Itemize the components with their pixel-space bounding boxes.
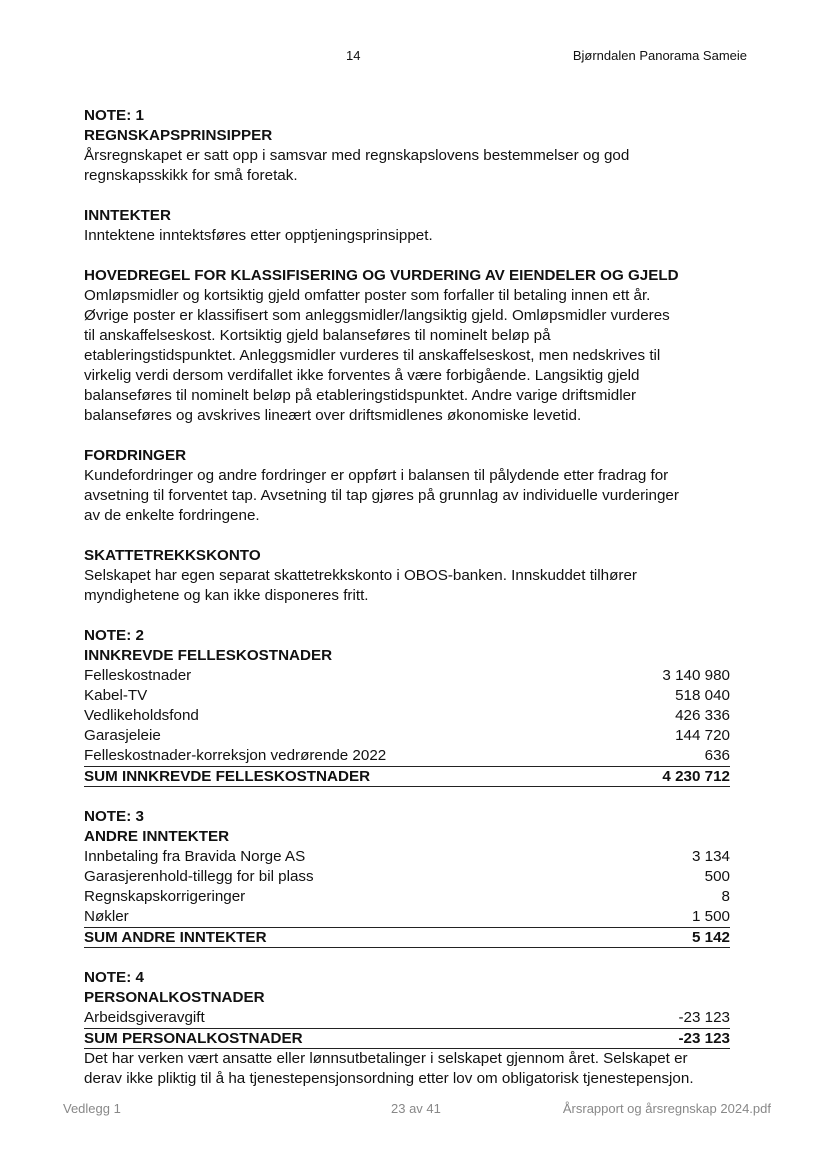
paragraph-line: regnskapsskikk for små foretak. [84, 167, 298, 184]
sum-row [84, 766, 730, 787]
note-label: NOTE: 2 [84, 627, 144, 644]
row-label: Nøkler [84, 908, 129, 925]
organization-name: Bjørndalen Panorama Sameie [572, 48, 747, 63]
paragraph-line: myndighetene og kan ikke disponeres fritt. [84, 587, 369, 604]
note-label: NOTE: 3 [84, 808, 144, 825]
page-header [0, 48, 826, 68]
paragraph-line: Det har verken vært ansatte eller lønnsutbetalinger i selskapet gjennom året. Selskapet er [84, 1050, 688, 1067]
note-label: NOTE: 4 [84, 969, 144, 986]
row-label: Garasjerenhold-tillegg for bil plass [84, 868, 314, 885]
section-title: REGNSKAPSPRINSIPPER [84, 127, 273, 144]
sum-label: SUM INNKREVDE FELLESKOSTNADER [84, 768, 371, 785]
paragraph-line: Omløpsmidler og kortsiktig gjeld omfatter poster som forfaller til betaling innen ett år. [84, 287, 651, 304]
paragraph-line: derav ikke pliktig til å ha tjenestepensjonsordning etter lov om obligatorisk tjenestepensjon. [84, 1070, 694, 1087]
paragraph-line: virkelig verdi dersom verdifallet ikke forventes å være forbigående. Langsiktig gjeld [84, 367, 640, 384]
document-body [84, 106, 730, 1089]
row-label: Arbeidsgiveravgift [84, 1009, 205, 1026]
row-label: Vedlikeholdsfond [84, 707, 199, 724]
note-label: NOTE: 1 [84, 107, 144, 124]
section-title: SKATTETREKKSKONTO [84, 547, 261, 564]
sum-row [84, 927, 730, 948]
row-label: Garasjeleie [84, 727, 161, 744]
row-label: Felleskostnader [84, 667, 192, 684]
footer-page-count: 23 av 41 [391, 1101, 441, 1116]
row-value: -23 123 [678, 1009, 730, 1026]
paragraph-line: av de enkelte fordringene. [84, 507, 260, 524]
paragraph-line: til anskaffelseskost. Kortsiktig gjeld balanseføres til nominelt beløp på [84, 327, 551, 344]
table-row [84, 746, 730, 766]
row-label: Felleskostnader-korreksjon vedrørende 2022 [84, 747, 387, 764]
sum-label: SUM PERSONALKOSTNADER [84, 1030, 303, 1047]
table-row [84, 666, 730, 686]
row-value: 426 336 [675, 707, 730, 724]
paragraph-line: Årsregnskapet er satt opp i samsvar med regnskapslovens bestemmelser og god [84, 147, 630, 164]
table-row [84, 686, 730, 706]
footer-attachment: Vedlegg 1 [63, 1101, 121, 1116]
row-value: 3 134 [691, 848, 730, 865]
row-label: Regnskapskorrigeringer [84, 888, 246, 905]
table-row [84, 706, 730, 726]
sum-label: SUM ANDRE INNTEKTER [84, 929, 267, 946]
sum-value: 5 142 [691, 929, 730, 946]
row-label: Kabel-TV [84, 687, 148, 704]
footer-filename: Årsrapport og årsregnskap 2024.pdf [562, 1101, 771, 1116]
section-title: PERSONALKOSTNADER [84, 989, 265, 1006]
row-value: 8 [721, 888, 730, 905]
paragraph-line: Kundefordringer og andre fordringer er oppført i balansen til pålydende etter fradrag for [84, 467, 669, 484]
paragraph-line: balanseføres og avskrives lineært over driftsmidlenes økonomiske levetid. [84, 407, 582, 424]
sum-value: -23 123 [678, 1030, 730, 1047]
paragraph-line: Selskapet har egen separat skattetrekkskonto i OBOS-banken. Innskuddet tilhører [84, 567, 637, 584]
paragraph-line: balanseføres til nominelt beløp på etableringstidspunktet. Andre varige driftsmidler [84, 387, 637, 404]
row-value: 500 [704, 868, 730, 885]
sum-row [84, 1028, 730, 1049]
table-row [84, 867, 730, 887]
table-row [84, 726, 730, 746]
paragraph-line: Inntektene inntektsføres etter opptjeningsprinsippet. [84, 227, 433, 244]
row-value: 3 140 980 [662, 667, 730, 684]
table-row [84, 907, 730, 927]
table-row [84, 847, 730, 867]
table-row [84, 1008, 730, 1028]
section-title: INNTEKTER [84, 207, 171, 224]
row-value: 144 720 [675, 727, 730, 744]
section-title: ANDRE INNTEKTER [84, 828, 230, 845]
table-row [84, 887, 730, 907]
section-title: FORDRINGER [84, 447, 187, 464]
row-label: Innbetaling fra Bravida Norge AS [84, 848, 306, 865]
paragraph-line: etableringstidspunktet. Anleggsmidler vurderes til anskaffelseskost, men nedskrives til [84, 347, 661, 364]
page-number: 14 [346, 48, 361, 63]
page-footer [0, 1101, 826, 1121]
row-value: 1 500 [691, 908, 730, 925]
section-title: HOVEDREGEL FOR KLASSIFISERING OG VURDERING AV EIENDELER OG GJELD [84, 267, 679, 284]
row-value: 518 040 [675, 687, 730, 704]
row-value: 636 [704, 747, 730, 764]
section-title: INNKREVDE FELLESKOSTNADER [84, 647, 333, 664]
paragraph-line: avsetning til forventet tap. Avsetning til tap gjøres på grunnlag av individuelle vurderinger [84, 487, 679, 504]
paragraph-line: Øvrige poster er klassifisert som anleggsmidler/langsiktig gjeld. Omløpsmidler vurderes [84, 307, 670, 324]
sum-value: 4 230 712 [662, 768, 730, 785]
